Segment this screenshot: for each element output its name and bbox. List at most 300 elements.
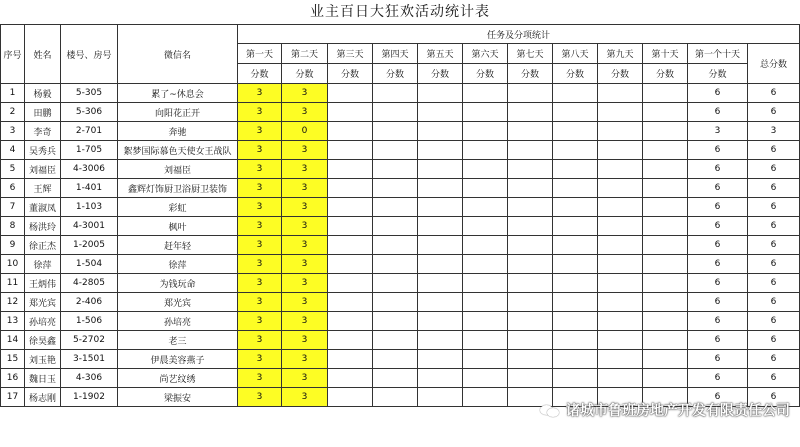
cell-day-8-score [553, 369, 598, 388]
cell-day-10-score [643, 236, 688, 255]
cell-day-6-score [463, 369, 508, 388]
cell-day-5-score [418, 236, 463, 255]
header-score: 分数 [598, 64, 643, 84]
company-watermark-text: 诸城市鲁班房地产开发有限责任公司 [566, 403, 790, 419]
company-watermark [540, 400, 790, 420]
cell-day-3-score [328, 217, 373, 236]
cell-wechat-name: 孙培亮 [118, 312, 238, 331]
cell-seq: 16 [1, 369, 25, 388]
table-row [1, 255, 800, 274]
cell-day-4-score [373, 179, 418, 198]
cell-name: 杨志刚 [25, 388, 61, 407]
cell-unit: 4-2805 [61, 274, 118, 293]
cell-day-4-score [373, 369, 418, 388]
cell-total-score: 6 [748, 236, 800, 255]
cell-name: 王炳伟 [25, 274, 61, 293]
cell-wechat-name: 彩虹 [118, 198, 238, 217]
cell-first-ten-days-score: 6 [688, 293, 748, 312]
header-day-8: 第八天 [553, 44, 598, 64]
cell-unit: 2-406 [61, 293, 118, 312]
cell-day-5-score [418, 103, 463, 122]
cell-first-ten-days-score: 6 [688, 312, 748, 331]
cell-total-score: 6 [748, 293, 800, 312]
cell-day-3-score [328, 160, 373, 179]
cell-total-score: 6 [748, 160, 800, 179]
cell-first-ten-days-score: 6 [688, 179, 748, 198]
cell-day-3-score [328, 293, 373, 312]
cell-day-8-score [553, 274, 598, 293]
header-day-9: 第九天 [598, 44, 643, 64]
header-unit: 楼号、房号 [61, 25, 118, 84]
cell-day-7-score [508, 179, 553, 198]
cell-day-2-score: 3 [282, 331, 328, 350]
cell-unit: 5-2702 [61, 331, 118, 350]
cell-day-4-score [373, 274, 418, 293]
cell-day-6-score [463, 293, 508, 312]
cell-day-4-score [373, 122, 418, 141]
cell-day-9-score [598, 236, 643, 255]
cell-first-ten-days-score: 6 [688, 103, 748, 122]
cell-wechat-name: 赶年轻 [118, 236, 238, 255]
cell-first-ten-days-score: 6 [688, 369, 748, 388]
cell-day-8-score [553, 198, 598, 217]
cell-name: 杨毅 [25, 84, 61, 103]
cell-total-score: 6 [748, 217, 800, 236]
cell-day-7-score [508, 293, 553, 312]
header-task-group: 任务及分项统计 [238, 25, 800, 44]
header-day-10: 第十天 [643, 44, 688, 64]
cell-wechat-name: 为钱玩命 [118, 274, 238, 293]
header-score: 分数 [373, 64, 418, 84]
cell-wechat-name: 伊晨美容燕子 [118, 350, 238, 369]
cell-first-ten-days-score: 6 [688, 331, 748, 350]
cell-day-5-score [418, 122, 463, 141]
header-score: 分数 [328, 64, 373, 84]
header-score: 分数 [688, 64, 748, 84]
cell-wechat-name: 郑光宾 [118, 293, 238, 312]
cell-day-1-score: 3 [238, 160, 282, 179]
cell-day-2-score: 0 [282, 122, 328, 141]
cell-day-2-score: 3 [282, 84, 328, 103]
cell-day-10-score [643, 274, 688, 293]
cell-day-9-score [598, 369, 643, 388]
cell-day-5-score [418, 255, 463, 274]
cell-day-8-score [553, 179, 598, 198]
table-row [1, 103, 800, 122]
table-row [1, 274, 800, 293]
cell-day-6-score [463, 217, 508, 236]
cell-total-score: 6 [748, 141, 800, 160]
cell-name: 李奇 [25, 122, 61, 141]
cell-day-9-score [598, 122, 643, 141]
cell-day-1-score: 3 [238, 350, 282, 369]
cell-seq: 9 [1, 236, 25, 255]
header-first-ten-days: 第一个十天 [688, 44, 748, 64]
cell-total-score: 6 [748, 84, 800, 103]
cell-name: 徐萍 [25, 255, 61, 274]
cell-wechat-name: 梁振安 [118, 388, 238, 407]
cell-day-10-score [643, 84, 688, 103]
table-row [1, 141, 800, 160]
cell-day-7-score [508, 369, 553, 388]
cell-seq: 17 [1, 388, 25, 407]
cell-day-7-score [508, 236, 553, 255]
cell-day-3-score [328, 369, 373, 388]
cell-name: 郑光宾 [25, 293, 61, 312]
cell-day-1-score: 3 [238, 312, 282, 331]
cell-day-5-score [418, 388, 463, 407]
cell-unit: 3-1501 [61, 350, 118, 369]
statistics-table [0, 24, 800, 407]
cell-day-8-score [553, 312, 598, 331]
header-seq: 序号 [1, 25, 25, 84]
cell-day-4-score [373, 255, 418, 274]
cell-name: 吴秀兵 [25, 141, 61, 160]
cell-wechat-name: 累了~休息会 [118, 84, 238, 103]
cell-unit: 4-306 [61, 369, 118, 388]
cell-day-5-score [418, 160, 463, 179]
cell-day-2-score: 3 [282, 350, 328, 369]
cell-total-score: 6 [748, 312, 800, 331]
cell-day-4-score [373, 141, 418, 160]
cell-day-3-score [328, 331, 373, 350]
cell-total-score: 6 [748, 198, 800, 217]
cell-unit: 1-504 [61, 255, 118, 274]
cell-day-6-score [463, 255, 508, 274]
cell-day-1-score: 3 [238, 388, 282, 407]
cell-day-3-score [328, 388, 373, 407]
cell-day-2-score: 3 [282, 236, 328, 255]
cell-seq: 10 [1, 255, 25, 274]
cell-day-3-score [328, 141, 373, 160]
cell-total-score: 6 [748, 350, 800, 369]
cell-unit: 1-103 [61, 198, 118, 217]
table-row [1, 179, 800, 198]
cell-first-ten-days-score: 6 [688, 141, 748, 160]
cell-day-5-score [418, 369, 463, 388]
cell-day-10-score [643, 350, 688, 369]
cell-day-1-score: 3 [238, 255, 282, 274]
cell-day-9-score [598, 331, 643, 350]
cell-total-score: 6 [748, 255, 800, 274]
cell-day-2-score: 3 [282, 141, 328, 160]
cell-day-2-score: 3 [282, 255, 328, 274]
cell-day-6-score [463, 122, 508, 141]
cell-day-8-score [553, 122, 598, 141]
cell-name: 刘玉艳 [25, 350, 61, 369]
cell-day-5-score [418, 274, 463, 293]
cell-day-3-score [328, 198, 373, 217]
header-day-4: 第四天 [373, 44, 418, 64]
cell-day-3-score [328, 179, 373, 198]
cell-day-5-score [418, 293, 463, 312]
cell-name: 董淑凤 [25, 198, 61, 217]
cell-seq: 4 [1, 141, 25, 160]
cell-day-1-score: 3 [238, 236, 282, 255]
header-day-7: 第七天 [508, 44, 553, 64]
cell-wechat-name: 絮梦国际慕色天使女王战队 [118, 141, 238, 160]
cell-day-1-score: 3 [238, 198, 282, 217]
cell-unit: 5-305 [61, 84, 118, 103]
cell-day-3-score [328, 350, 373, 369]
cell-day-2-score: 3 [282, 274, 328, 293]
cell-day-9-score [598, 255, 643, 274]
cell-unit: 2-701 [61, 122, 118, 141]
cell-day-1-score: 3 [238, 217, 282, 236]
cell-seq: 11 [1, 274, 25, 293]
cell-day-8-score [553, 84, 598, 103]
cell-day-8-score [553, 141, 598, 160]
cell-first-ten-days-score: 6 [688, 84, 748, 103]
cell-day-2-score: 3 [282, 388, 328, 407]
sheet-title: 业主百日大狂欢活动统计表 [310, 4, 490, 20]
cell-day-9-score [598, 160, 643, 179]
cell-day-10-score [643, 160, 688, 179]
cell-day-10-score [643, 103, 688, 122]
cell-unit: 5-306 [61, 103, 118, 122]
cell-first-ten-days-score: 3 [688, 122, 748, 141]
cell-day-8-score [553, 236, 598, 255]
cell-day-3-score [328, 84, 373, 103]
cell-day-3-score [328, 103, 373, 122]
cell-wechat-name: 刘福臣 [118, 160, 238, 179]
cell-day-7-score [508, 331, 553, 350]
cell-day-5-score [418, 350, 463, 369]
cell-day-7-score [508, 122, 553, 141]
cell-day-5-score [418, 312, 463, 331]
cell-first-ten-days-score: 6 [688, 350, 748, 369]
cell-day-7-score [508, 84, 553, 103]
cell-total-score: 6 [748, 103, 800, 122]
cell-name: 田鹏 [25, 103, 61, 122]
cell-seq: 12 [1, 293, 25, 312]
cell-day-1-score: 3 [238, 103, 282, 122]
cell-day-5-score [418, 179, 463, 198]
cell-seq: 3 [1, 122, 25, 141]
cell-wechat-name: 鑫辉灯饰厨卫浴厨卫装饰 [118, 179, 238, 198]
cell-day-9-score [598, 274, 643, 293]
header-score: 分数 [553, 64, 598, 84]
cell-name: 徐正杰 [25, 236, 61, 255]
cell-day-7-score [508, 274, 553, 293]
cell-day-6-score [463, 84, 508, 103]
cell-day-1-score: 3 [238, 369, 282, 388]
cell-unit: 1-705 [61, 141, 118, 160]
header-day-5: 第五天 [418, 44, 463, 64]
cell-day-7-score [508, 160, 553, 179]
cell-day-7-score [508, 217, 553, 236]
cell-day-3-score [328, 274, 373, 293]
cell-seq: 13 [1, 312, 25, 331]
cell-first-ten-days-score: 6 [688, 274, 748, 293]
cell-day-5-score [418, 217, 463, 236]
cell-day-8-score [553, 160, 598, 179]
table-row [1, 331, 800, 350]
cell-wechat-name: 奔驰 [118, 122, 238, 141]
cell-day-6-score [463, 236, 508, 255]
table-row [1, 236, 800, 255]
cell-day-3-score [328, 255, 373, 274]
header-score: 分数 [418, 64, 463, 84]
cell-seq: 6 [1, 179, 25, 198]
cell-day-2-score: 3 [282, 312, 328, 331]
cell-day-4-score [373, 388, 418, 407]
cell-day-9-score [598, 84, 643, 103]
cell-day-10-score [643, 141, 688, 160]
cell-day-1-score: 3 [238, 293, 282, 312]
cell-unit: 1-2005 [61, 236, 118, 255]
cell-day-2-score: 3 [282, 179, 328, 198]
cell-day-4-score [373, 350, 418, 369]
header-score: 分数 [463, 64, 508, 84]
cell-day-6-score [463, 198, 508, 217]
header-wechat: 微信名 [118, 25, 238, 84]
cell-day-6-score [463, 179, 508, 198]
cell-day-2-score: 3 [282, 103, 328, 122]
cell-seq: 14 [1, 331, 25, 350]
header-score: 分数 [282, 64, 328, 84]
cell-name: 徐昊鑫 [25, 331, 61, 350]
cell-day-9-score [598, 141, 643, 160]
cell-day-8-score [553, 103, 598, 122]
cell-day-6-score [463, 103, 508, 122]
cell-day-9-score [598, 350, 643, 369]
cell-day-4-score [373, 84, 418, 103]
cell-day-6-score [463, 350, 508, 369]
cell-wechat-name: 尚艺纹绣 [118, 369, 238, 388]
cell-day-6-score [463, 160, 508, 179]
cell-day-7-score [508, 312, 553, 331]
cell-day-4-score [373, 217, 418, 236]
cell-day-10-score [643, 122, 688, 141]
cell-day-4-score [373, 160, 418, 179]
cell-seq: 8 [1, 217, 25, 236]
cell-day-6-score [463, 141, 508, 160]
cell-day-8-score [553, 217, 598, 236]
cell-first-ten-days-score: 6 [688, 198, 748, 217]
cell-unit: 4-3006 [61, 160, 118, 179]
cell-seq: 15 [1, 350, 25, 369]
cell-name: 孙培亮 [25, 312, 61, 331]
cell-day-3-score [328, 236, 373, 255]
cell-unit: 4-3001 [61, 217, 118, 236]
cell-day-8-score [553, 331, 598, 350]
cell-day-4-score [373, 236, 418, 255]
cell-total-score: 3 [748, 122, 800, 141]
wechat-icon [540, 404, 560, 418]
cell-name: 杨洪玲 [25, 217, 61, 236]
table-body [1, 84, 800, 407]
cell-day-9-score [598, 293, 643, 312]
cell-total-score: 6 [748, 274, 800, 293]
table-row [1, 312, 800, 331]
cell-day-10-score [643, 369, 688, 388]
cell-day-2-score: 3 [282, 217, 328, 236]
cell-first-ten-days-score: 6 [688, 255, 748, 274]
cell-seq: 7 [1, 198, 25, 217]
cell-day-8-score [553, 350, 598, 369]
cell-day-10-score [643, 312, 688, 331]
cell-day-4-score [373, 198, 418, 217]
cell-day-7-score [508, 198, 553, 217]
cell-day-7-score [508, 255, 553, 274]
header-total: 总分数 [748, 44, 800, 84]
cell-wechat-name: 老三 [118, 331, 238, 350]
cell-day-6-score [463, 388, 508, 407]
header-name: 姓名 [25, 25, 61, 84]
cell-day-10-score [643, 198, 688, 217]
cell-day-9-score [598, 103, 643, 122]
cell-day-1-score: 3 [238, 84, 282, 103]
cell-day-5-score [418, 331, 463, 350]
table-row [1, 369, 800, 388]
table-row [1, 350, 800, 369]
cell-seq: 1 [1, 84, 25, 103]
cell-day-4-score [373, 103, 418, 122]
cell-day-9-score [598, 198, 643, 217]
cell-day-1-score: 3 [238, 122, 282, 141]
cell-total-score: 6 [748, 331, 800, 350]
cell-first-ten-days-score: 6 [688, 388, 748, 407]
cell-seq: 2 [1, 103, 25, 122]
cell-day-5-score [418, 141, 463, 160]
cell-name: 王辉 [25, 179, 61, 198]
cell-first-ten-days-score: 6 [688, 160, 748, 179]
cell-day-1-score: 3 [238, 331, 282, 350]
cell-day-2-score: 3 [282, 160, 328, 179]
cell-day-5-score [418, 84, 463, 103]
cell-day-8-score [553, 293, 598, 312]
cell-day-5-score [418, 198, 463, 217]
header-day-6: 第六天 [463, 44, 508, 64]
cell-day-4-score [373, 293, 418, 312]
cell-day-2-score: 3 [282, 293, 328, 312]
cell-day-1-score: 3 [238, 179, 282, 198]
cell-day-9-score [598, 217, 643, 236]
cell-unit: 1-1902 [61, 388, 118, 407]
table-row [1, 122, 800, 141]
header-score: 分数 [643, 64, 688, 84]
cell-wechat-name: 枫叶 [118, 217, 238, 236]
cell-name: 刘福臣 [25, 160, 61, 179]
table-row [1, 84, 800, 103]
cell-total-score: 6 [748, 369, 800, 388]
cell-day-9-score [598, 179, 643, 198]
table-row [1, 217, 800, 236]
cell-day-1-score: 3 [238, 274, 282, 293]
cell-total-score: 6 [748, 388, 800, 407]
cell-day-10-score [643, 179, 688, 198]
cell-day-10-score [643, 331, 688, 350]
cell-day-7-score [508, 350, 553, 369]
cell-day-10-score [643, 293, 688, 312]
table-row [1, 160, 800, 179]
cell-wechat-name: 徐萍 [118, 255, 238, 274]
header-score: 分数 [238, 64, 282, 84]
cell-day-4-score [373, 331, 418, 350]
header-score: 分数 [508, 64, 553, 84]
cell-unit: 1-506 [61, 312, 118, 331]
cell-day-1-score: 3 [238, 141, 282, 160]
cell-seq: 5 [1, 160, 25, 179]
cell-day-4-score [373, 312, 418, 331]
cell-first-ten-days-score: 6 [688, 217, 748, 236]
cell-day-3-score [328, 122, 373, 141]
cell-wechat-name: 向阳花正开 [118, 103, 238, 122]
cell-day-10-score [643, 217, 688, 236]
cell-unit: 1-401 [61, 179, 118, 198]
header-day-1: 第一天 [238, 44, 282, 64]
